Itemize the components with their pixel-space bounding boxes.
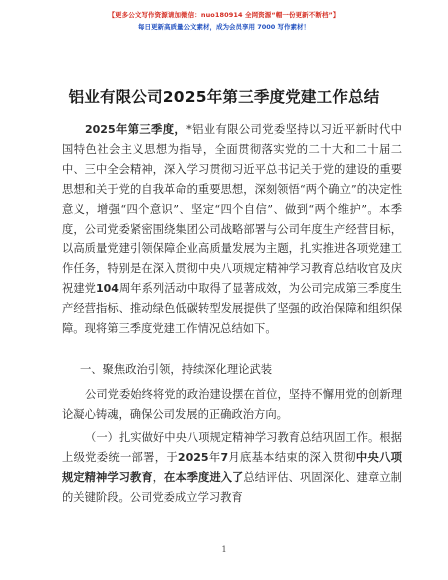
- intro-anniversary-number: 104: [95, 282, 119, 296]
- paragraph-subsection-1: [62, 428, 402, 508]
- sub1-tail: 总结评估、巩固深化、建章立制的关键阶段。公司党委成立学习教育: [62, 470, 402, 504]
- paragraph-intro: [62, 120, 402, 339]
- sub1-lead: （一）扎实做好中央八项规定精神学习教育总结巩固工作。根据上级党委统一部署，于: [62, 431, 402, 464]
- intro-body-b: 周年系列活动中取得了显著成效，为公司完成第三季度生产经营指标、推动绿色低碳转型发展提供了坚强的政治保障和组织保障。现将第三季度党建工作情况总结如下。: [62, 282, 402, 336]
- intro-year: 2025: [85, 123, 116, 136]
- sub1-comma: ，: [152, 470, 165, 484]
- sub1-month: 7: [220, 450, 229, 464]
- section-1-heading: 一、聚焦政治引领，持续深化理论武装: [80, 363, 273, 376]
- intro-lead-text: 年第三季度，: [115, 122, 187, 136]
- sub1-year: 2025: [177, 450, 209, 464]
- paragraph-section-1: 公司党委始终将党的政治建设摆在首位，坚持不懈用党的创新理论凝心铸魂，确保公司发展的正确政治方向。: [62, 388, 402, 421]
- promo-banner-line-2: 每日更新高质量公文素材，成为会员享用 7000 写作素材！: [137, 23, 311, 31]
- document-title: 铝业有限公司2025年第三季度党建工作总结: [68, 88, 380, 106]
- sub1-bold-phrase-2: 在本季度进入了: [164, 469, 244, 484]
- intro-body-a: *铝业有限公司党委坚持以习近平新时代中国特色社会主义思想为指导，全面贯彻落实党的二十大和二十届二中、三中全会精神，深入学习贯彻习近平总书记关于党的建设的重要思想和关于党的自我革命的重要思想，深刻领悟“两个确立”的决定性意义，增强“四个意识”、坚定“四个自信”、做到“两个维护”。本季度，公司党委紧密围绕集团公司战略部署与公司年度生产经营目标，以高质量党建引领保障企业高质量发展为主题，扎实推进各项党建工作任务，特别是在深入贯彻中央八项规定精神学习教育总结收官及庆祝建党: [62, 123, 402, 296]
- sub1-year-suffix: 年: [208, 450, 221, 464]
- sub1-bold-phrase: 中央八项规定精神学习教育: [62, 449, 402, 484]
- page-number: 1: [221, 545, 227, 554]
- promo-banner-line-1: 【更多公文写作资源请加微信：nuo180914 全网资源“帽一份更新不断档”】: [108, 11, 340, 19]
- sub1-mid: 月底基本结束的深入贯彻: [228, 450, 356, 464]
